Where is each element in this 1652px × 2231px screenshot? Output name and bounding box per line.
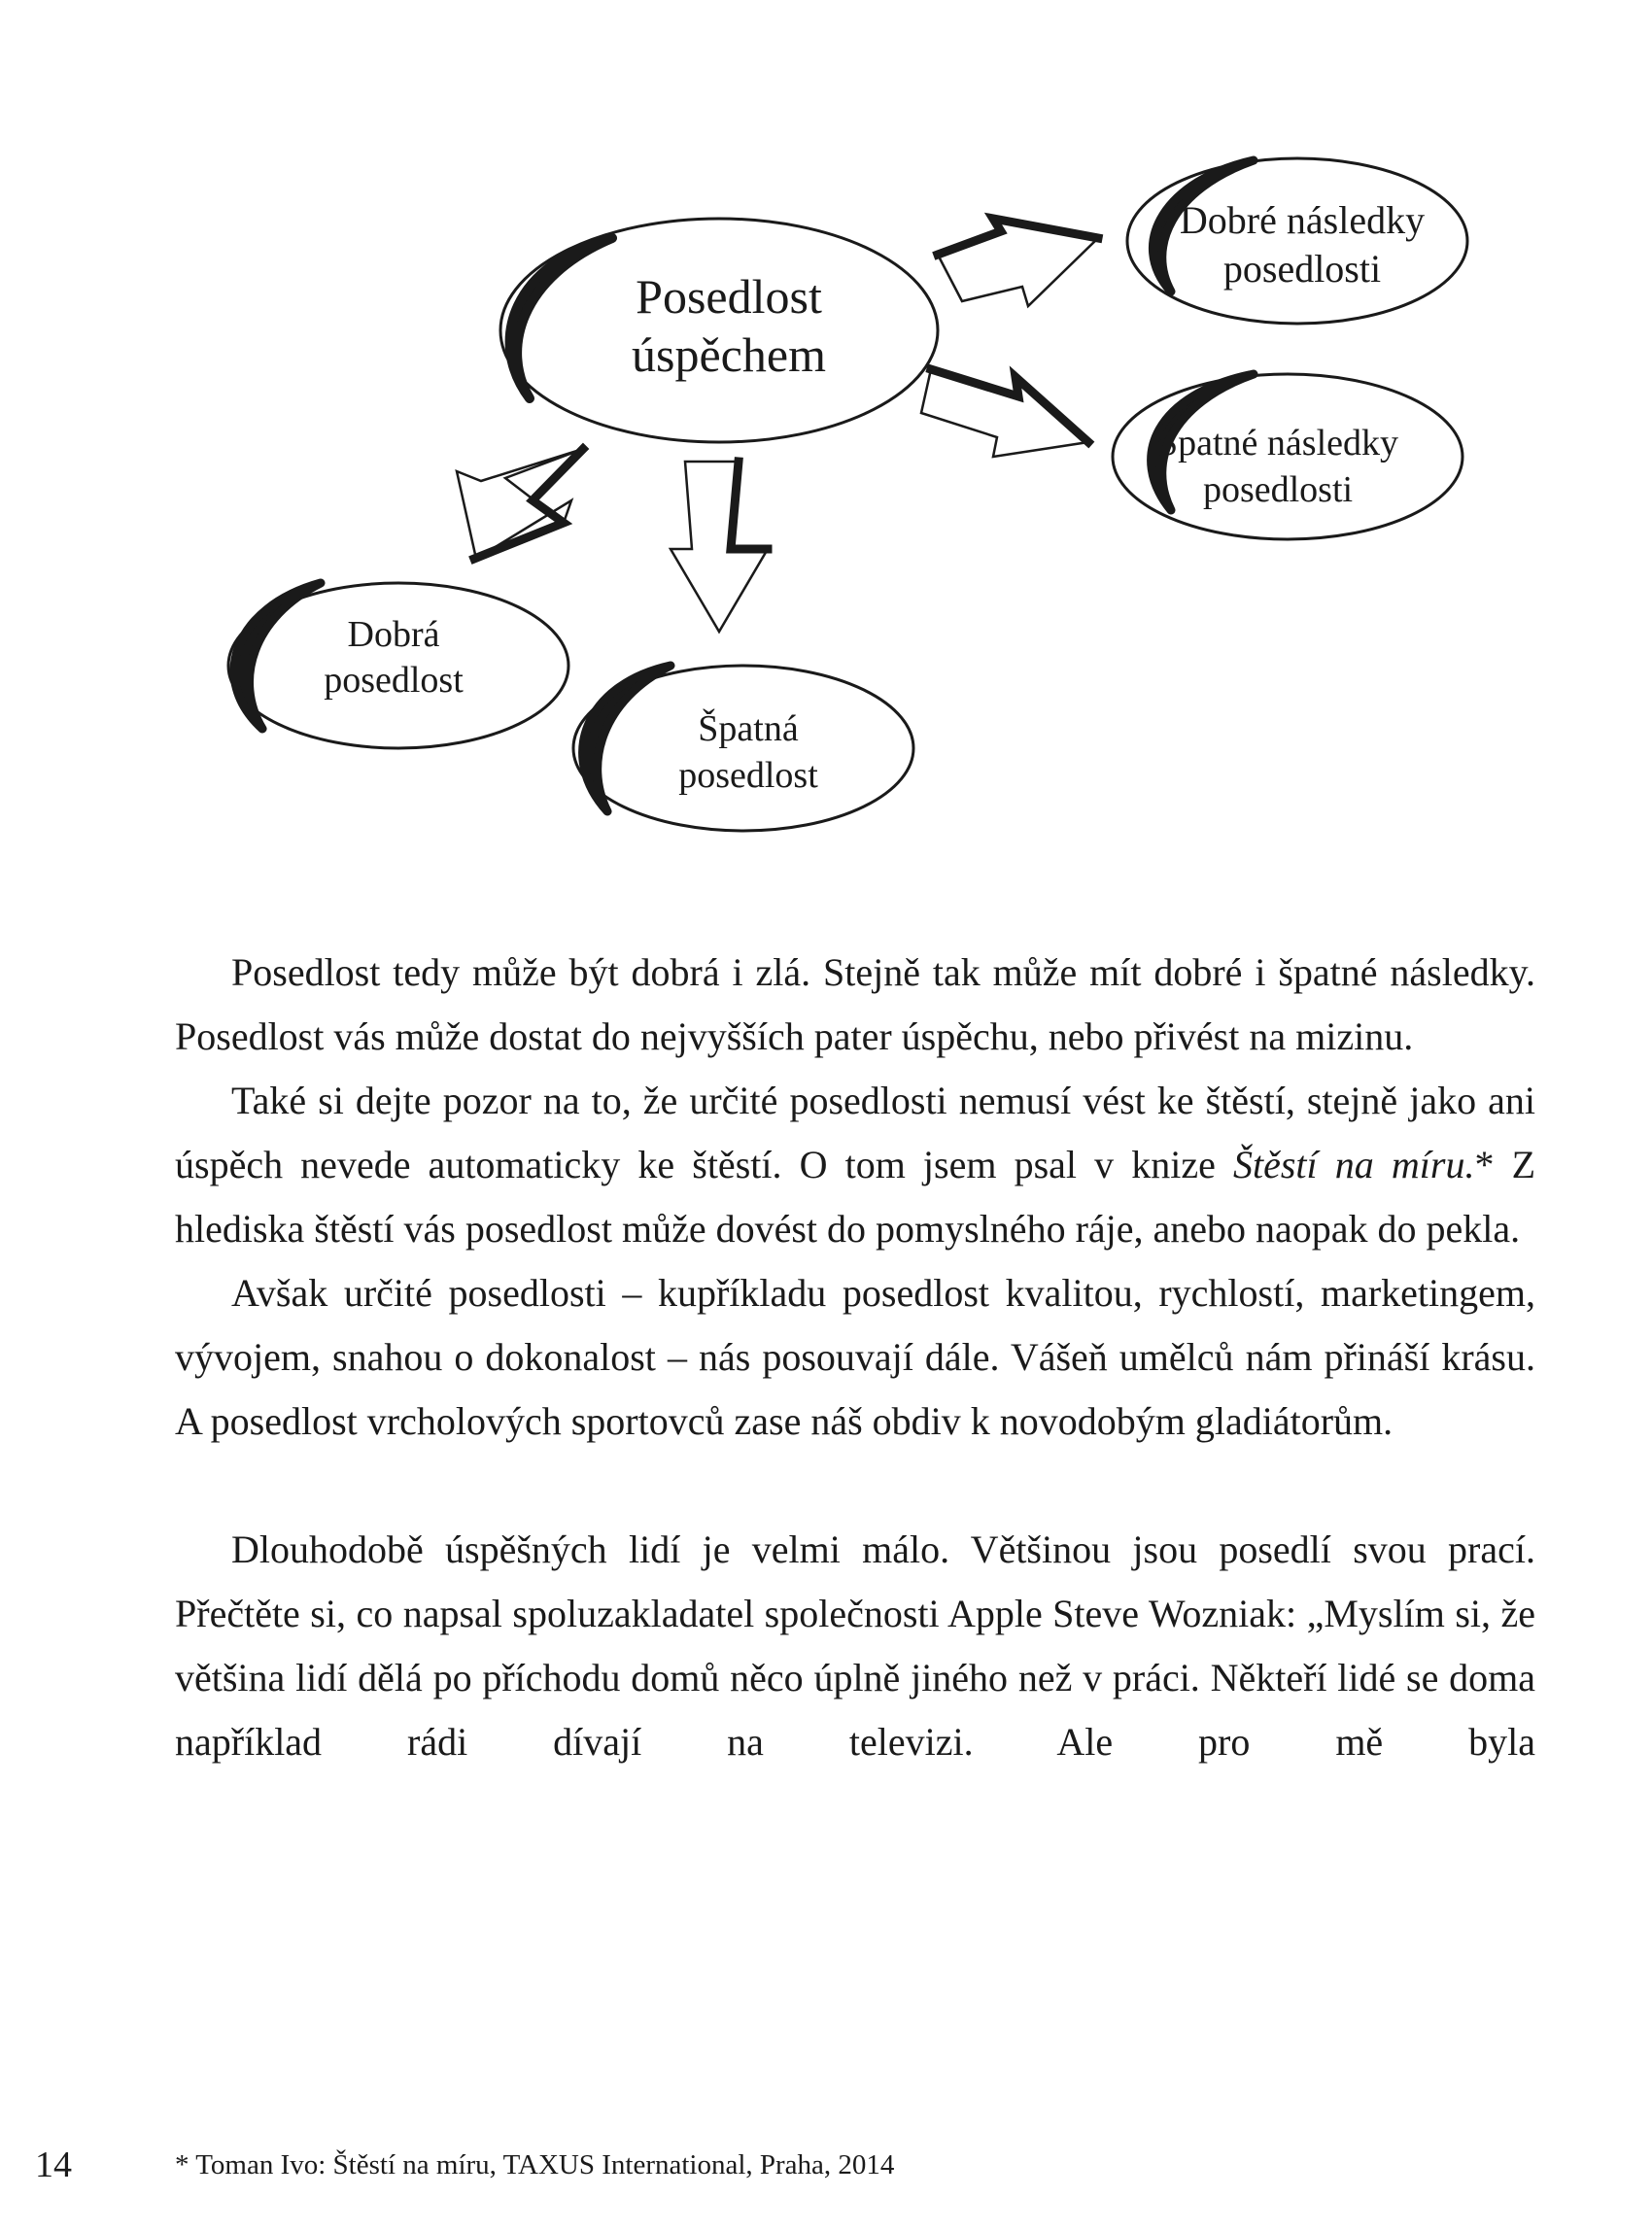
node-bad-obsession-line2: posedlost — [678, 755, 818, 796]
node-good-obsession — [228, 583, 568, 748]
node-bad-consequences-line2: posedlosti — [1202, 469, 1354, 510]
node-good-consequences — [1127, 158, 1467, 324]
diagram — [0, 0, 1652, 875]
arrow-to-bad-consequences — [921, 369, 1088, 457]
node-bad-consequences — [1113, 374, 1463, 539]
node-center — [500, 219, 938, 442]
page-number: 14 — [35, 2145, 72, 2185]
node-good-obsession-line1: Dobrá — [347, 614, 440, 655]
arrow-to-bad-obsession-edge — [731, 462, 768, 549]
node-center-line1: Posedlost — [636, 269, 822, 324]
paragraph-3: Avšak určité posedlosti – kupříkladu posedlost kvalitou, rychlostí, marketingem, vývojem, snahou o dokonalost – nás posouvají dále. Vášeň umělců nám přináší krásu. A posedlost vrcholových sportovců zase náš obdiv k novodobým gladiátorům. — [175, 1271, 1535, 1443]
body-text — [175, 941, 1535, 1774]
paragraph-4: Dlouhodobě úspěšných lidí je velmi málo. Většinou jsou posedlí svou prací. Přečtěte si, co napsal spoluzakladatel společnosti Apple Steve Wozniak: „Myslím si, že většina lidí dělá po příchodu domů něco úplně jiného než v práci. Někteří lidé se doma například rádi dívají na televizi. Ale pro mě byla — [175, 1527, 1535, 1764]
paragraph-2-text-b: * Z hlediska štěstí vás posedlost může dovést do pomyslného ráje, anebo naopak do pekla. — [175, 1143, 1535, 1251]
node-center-line2: úspěchem — [632, 327, 826, 382]
node-good-obsession-line2: posedlost — [324, 660, 464, 701]
node-bad-obsession-line1: Špatná — [698, 708, 799, 749]
book-title: Štěstí na míru. — [1233, 1143, 1475, 1186]
node-good-consequences-line1: Dobré následky — [1179, 198, 1426, 242]
node-good-consequences-line2: posedlosti — [1222, 247, 1382, 291]
paragraph-2 — [175, 1069, 1535, 1261]
paragraph-1: Posedlost tedy může být dobrá i zlá. Stejně tak může mít dobré i špatné následky. Posedlost vás může dostat do nejvyšších pater úspěchu, nebo přivést na mizinu. — [175, 950, 1535, 1058]
node-bad-obsession — [573, 666, 913, 831]
footnote: * Toman Ivo: Štěstí na míru, TAXUS International, Praha, 2014 — [175, 2149, 895, 2180]
paragraph-2-text-a: Také si dejte pozor na to, že určité posedlosti nemusí vést ke štěstí, stejně jako ani úspěch nevede automaticky ke štěstí. O tom jsem psal v knize — [175, 1079, 1535, 1186]
node-center-brush — [510, 238, 612, 398]
node-bad-consequences-line1: Špatné následky — [1156, 423, 1399, 463]
